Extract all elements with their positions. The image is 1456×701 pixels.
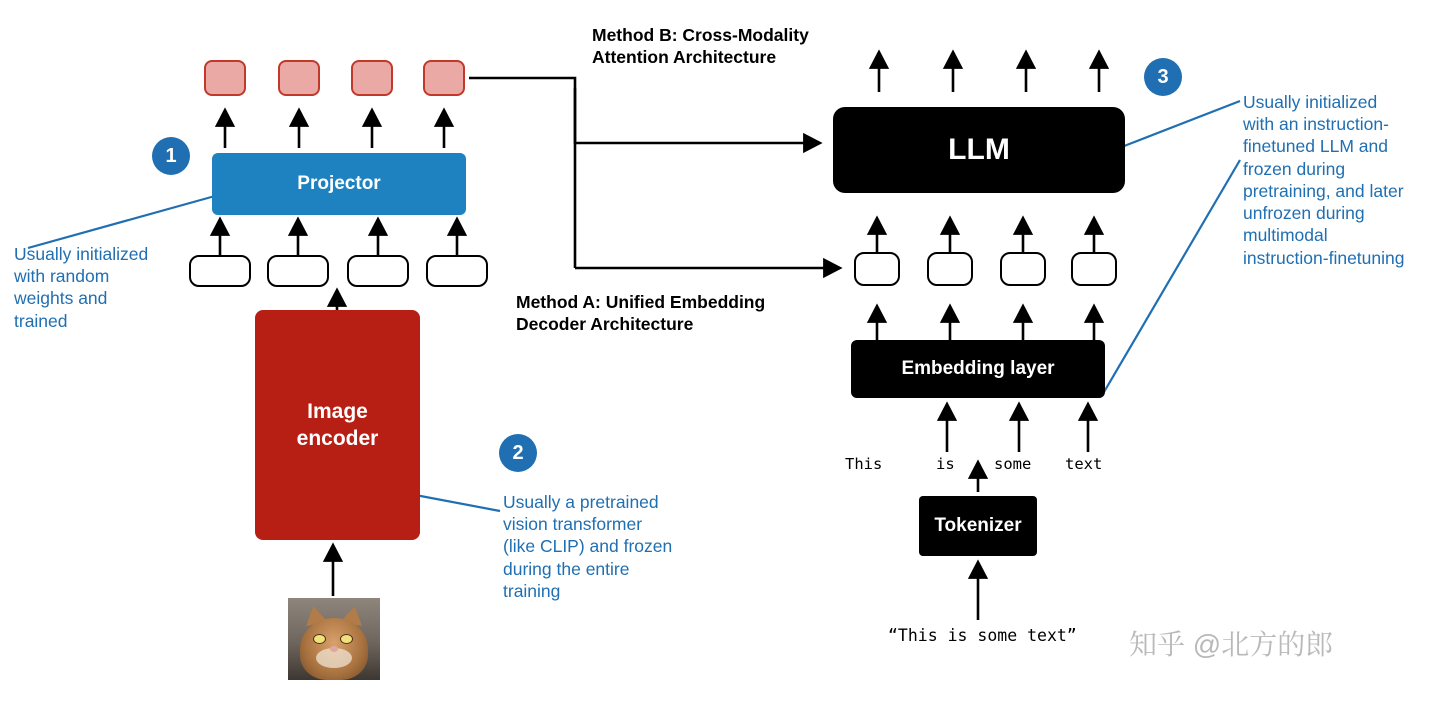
text-embedding-token-2 [927,252,973,286]
word-token-text: text [1065,455,1103,473]
callout-2-line-1: Usually a pretrained [503,492,659,512]
projected-token-4 [423,60,465,96]
tokenizer-label: Tokenizer [934,515,1022,536]
embedding-layer-label: Embedding layer [901,358,1055,379]
callout-number-2 [499,434,537,472]
callout-number-1-label: 1 [165,144,177,167]
text-embedding-token-4 [1071,252,1117,286]
method-a-label [516,291,816,336]
projected-token-3 [351,60,393,96]
word-token-some: some [994,455,1032,473]
encoder-output-token-3 [347,255,409,287]
callout-3-text [1243,91,1443,269]
callout-number-3-label: 3 [1157,65,1169,88]
callout-3-line-1: Usually initialized [1243,92,1378,112]
encoder-output-token-4 [426,255,488,287]
callout-3-line-2: with an instruction- [1243,114,1389,135]
callout-number-1 [152,137,190,175]
callout-number-2-label: 2 [512,441,524,464]
method-b-line-2: Attention Architecture [592,47,777,68]
callout-2-line-3: (like CLIP) and frozen [503,536,673,557]
encoder-output-token-2 [267,255,329,287]
tokenizer-block [919,496,1037,556]
method-b-label [592,24,862,69]
projected-token-2 [278,60,320,96]
callout-3-line-8: instruction-finetuning [1243,247,1405,268]
image-encoder-label-line1: Image [307,399,368,423]
watermark: 知乎 @北方的郎 [1129,629,1334,660]
projector-block [212,153,466,215]
callout-2-line-2: vision transformer [503,514,643,535]
projector-label: Projector [297,173,381,194]
word-token-this: This [845,455,883,473]
method-b-line-1: Method B: Cross-Modality [592,25,809,45]
image-encoder-label-line2: encoder [296,427,379,450]
callout-1-line-2: with random [14,266,110,287]
callout-1-line-4: trained [14,310,68,331]
text-embedding-token-3 [1000,252,1046,286]
callout-2-line-4: during the entire [503,558,630,579]
input-sentence: “This is some text” [888,626,1077,645]
callout-3-line-7: multimodal [1243,225,1328,246]
callout-1-line-3: weights and [14,288,108,309]
callout-2-text [503,491,703,602]
callout-1-line-1: Usually initialized [14,244,149,264]
callout-1-text [14,243,199,332]
image-encoder-block [255,310,420,540]
projected-token-1 [204,60,246,96]
callout-3-line-5: pretraining, and later [1243,180,1404,201]
callout-2-line-5: training [503,580,561,601]
method-a-line-2: Decoder Architecture [516,314,694,335]
callout-3-line-3: finetuned LLM and [1243,136,1388,157]
method-a-line-1: Method A: Unified Embedding [516,292,766,312]
callout-3-line-6: unfrozen during [1243,203,1365,224]
callout-3-line-4: frozen during [1243,158,1346,179]
word-token-is: is [936,455,955,473]
cat-input-image [288,598,380,680]
llm-label: LLM [948,133,1010,166]
embedding-layer-block [851,340,1105,398]
callout-number-3 [1144,58,1182,96]
text-embedding-token-1 [854,252,900,286]
llm-block [833,107,1125,193]
